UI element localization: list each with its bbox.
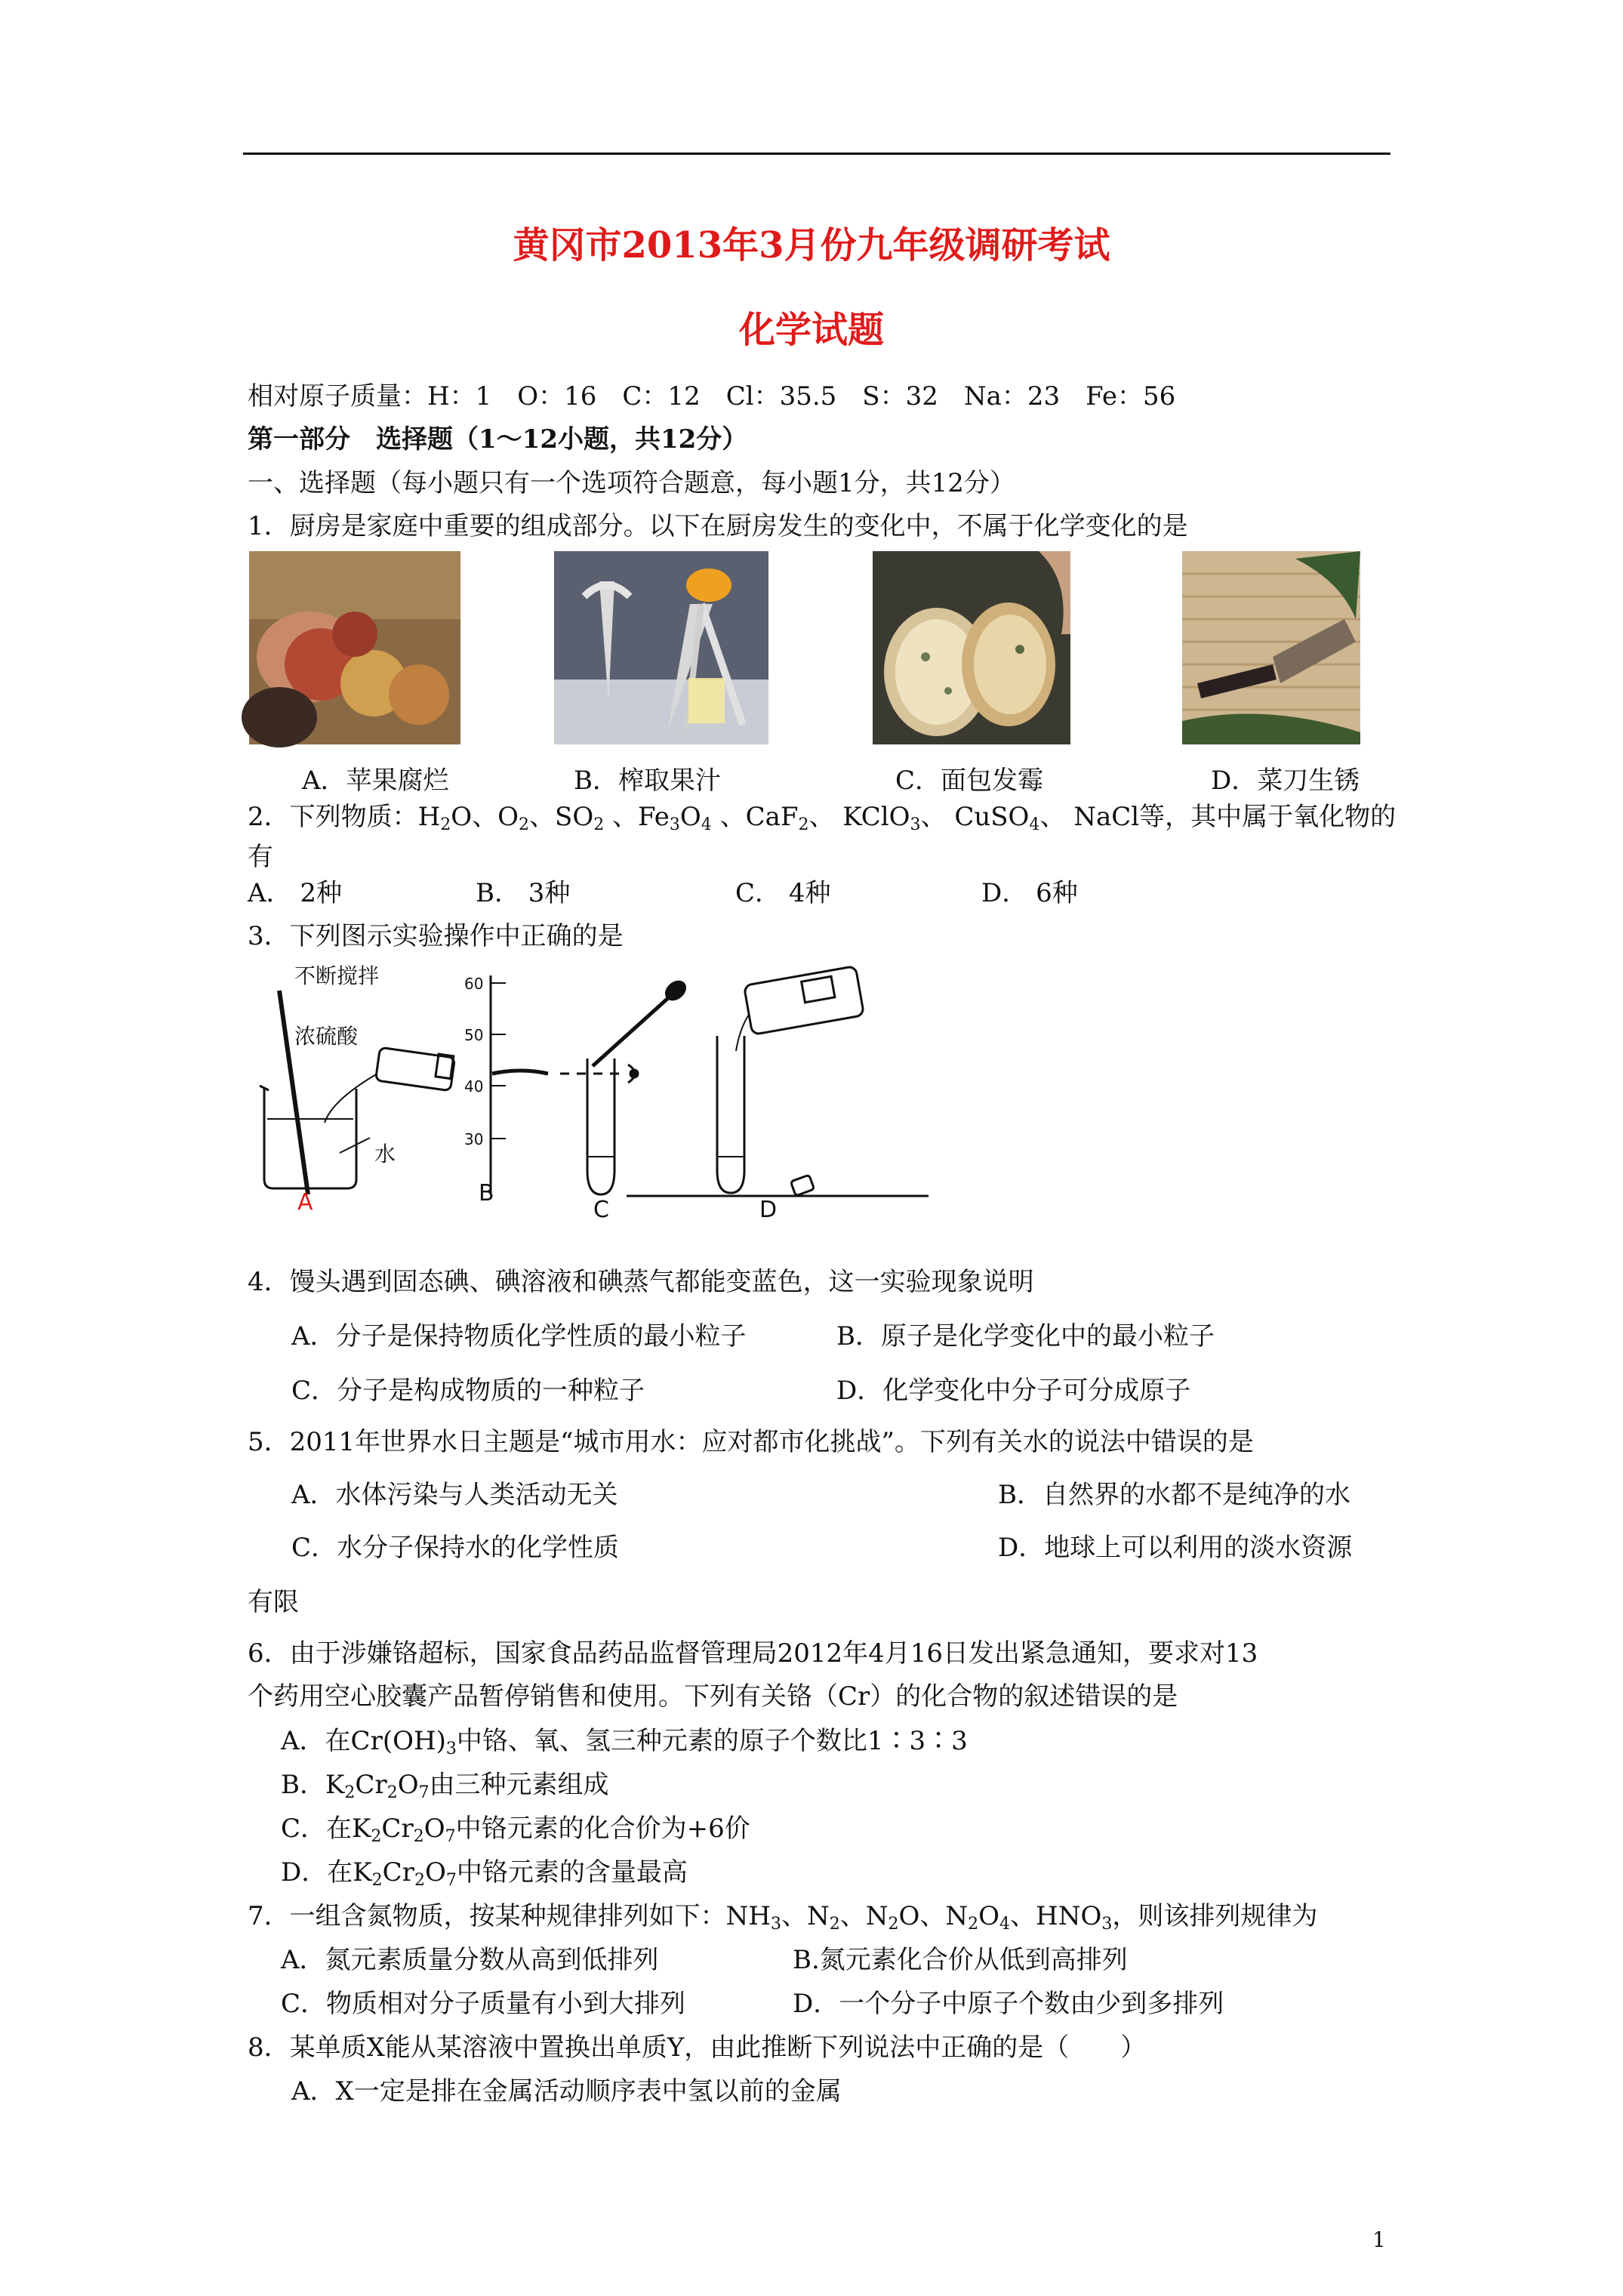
q5-option-d: D．地球上可以利用的淡水资源	[998, 1533, 1353, 1563]
tick-40: 40	[464, 1077, 484, 1096]
atomic-masses: 相对原子质量：H：1 O：16 C：12 Cl：35.5 S：32 Na：23 Fe：56	[248, 381, 1176, 411]
tick-30: 30	[464, 1130, 484, 1148]
q7-stem: 7．一组含氮物质，按某种规律排列如下：$NH_3$、$N_2$、$N_2O$、$N_2O_4$、$HNO_3$，则该排列规律为	[248, 1901, 1318, 1934]
q5-stem: 5．2011年世界水日主题是“城市用水：应对都市化挑战”。下列有关水的说法中错误的是	[248, 1427, 1254, 1457]
q5-option-d-wrap: 有限	[248, 1587, 299, 1617]
dropper	[593, 998, 668, 1066]
q5-option-c: C．水分子保持水的化学性质	[291, 1533, 620, 1563]
q1-option-c: C．面包发霉	[895, 766, 1044, 796]
stirring-rod	[279, 991, 308, 1194]
q7-stem-post: ，则该排列规律为	[1112, 1901, 1318, 1931]
q1-option-d: D．菜刀生锈	[1211, 766, 1360, 796]
q6-option-a-post: 中铬、氧、氢三种元素的原子个数比1∶3∶3	[456, 1726, 968, 1756]
label-acid: 浓硫酸	[294, 1024, 359, 1049]
photo-rusty-knife	[1182, 551, 1360, 744]
fig-label-c: C	[593, 1197, 609, 1223]
photo-moldy-bread	[873, 551, 1070, 744]
q6-stem-line2: 个药用空心胶囊产品暂停销售和使用。下列有关铬（Cr）的化合物的叙述错误的是	[248, 1681, 1178, 1712]
q8-option-a: A．X一定是排在金属活动顺序表中氢以前的金属	[291, 2076, 842, 2106]
header-rule	[243, 153, 1390, 155]
q6-stem-line1: 6．由于涉嫌铬超标，国家食品药品监督管理局2012年4月16日发出紧急通知，要求对13	[248, 1638, 1258, 1669]
q7-option-c: C．物质相对分子质量有小到大排列	[281, 1989, 686, 2019]
q6-option-b-post: 由三种元素组成	[429, 1770, 609, 1800]
q5-option-a: A．水体污染与人类活动无关	[291, 1480, 618, 1510]
section-heading: 一、选择题（每小题只有一个选项符合题意，每小题1分，共12分）	[248, 468, 1015, 498]
q1-option-b: B．榨取果汁	[574, 766, 721, 796]
q2-option-b: B． 3种	[476, 878, 571, 908]
bottle-stopper	[790, 1175, 814, 1196]
q8-stem: 8．某单质X能从某溶液中置换出单质Y，由此推断下列说法中正确的是（ ）	[248, 2032, 1147, 2063]
q2-option-a: A． 2种	[248, 878, 342, 908]
q5-option-b: B．自然界的水都不是纯净的水	[998, 1480, 1350, 1510]
q2-option-c: C． 4种	[735, 878, 831, 908]
q4-option-b: B．原子是化学变化中的最小粒子	[836, 1321, 1215, 1351]
q4-option-d: D．化学变化中分子可分成原子	[836, 1376, 1191, 1406]
page-number: 1	[1372, 2227, 1386, 2252]
tick-50: 50	[464, 1026, 484, 1044]
tick-60: 60	[464, 975, 484, 993]
q1-option-a: A．苹果腐烂	[302, 766, 449, 796]
fig-label-a: A	[297, 1189, 313, 1216]
q2-stem-wrap: 有	[248, 842, 273, 872]
q6-option-b-pre: B．	[281, 1770, 325, 1800]
q4-stem: 4．馒头遇到固态碘、碘溶液和碘蒸气都能变蓝色，这一实验现象说明	[248, 1267, 1034, 1297]
test-tube-c	[587, 1059, 614, 1194]
q6-option-d-post: 中铬元素的含量最高	[456, 1857, 688, 1888]
q6-option-b: B．$K_2Cr_2O_7$由三种元素组成	[281, 1770, 609, 1802]
q7-option-d: D．一个分子中原子个数由少到多排列	[793, 1989, 1224, 2019]
q3-lab-figure	[249, 963, 1155, 1223]
q1-stem: 1．厨房是家庭中重要的组成部分。以下在厨房发生的变化中，不属于化学变化的是	[248, 511, 1188, 541]
fig-label-d: D	[759, 1197, 778, 1223]
beaker-a	[264, 1089, 356, 1188]
fig-label-b: B	[479, 1180, 494, 1207]
q2-stem-intro: 2．下列物质：	[248, 802, 418, 832]
part-heading: 第一部分 选择题（1～12小题，共12分）	[248, 424, 748, 455]
label-stir: 不断搅拌	[294, 963, 380, 988]
q6-option-c: C．在$K_2Cr_2O_7$中铬元素的化合价为+6价	[281, 1814, 750, 1846]
q6-option-c-post: 中铬元素的化合价为+6价	[455, 1814, 750, 1844]
q7-stem-pre: 7．一组含氮物质，按某种规律排列如下：	[248, 1901, 726, 1931]
q6-option-d-pre: D．在	[281, 1857, 353, 1888]
q7-option-b: B.氮元素化合价从低到高排列	[793, 1945, 1128, 1975]
exam-title: 黄冈市2013年3月份九年级调研考试	[513, 224, 1110, 267]
q4-option-a: A．分子是保持物质化学性质的最小粒子	[291, 1321, 747, 1351]
q6-option-d: D．在$K_2Cr_2O_7$中铬元素的含量最高	[281, 1857, 688, 1890]
q3-stem: 3．下列图示实验操作中正确的是	[248, 921, 624, 951]
q7-option-a: A．氮元素质量分数从高到低排列	[281, 1945, 659, 1975]
q2-option-d: D． 6种	[981, 878, 1078, 908]
q4-option-c: C．分子是构成物质的一种粒子	[291, 1376, 645, 1406]
test-tube-d	[717, 1036, 744, 1193]
q2-stem: 2．下列物质：$H_2O$、$O_2$、$SO_2$ 、$Fe_3O_4$ 、CaF$_2$、 KClO$_3$、 CuSO$_4$、 NaCl等，其中属于氧化物的	[248, 802, 1397, 834]
photo-juicer	[554, 551, 768, 744]
exam-subtitle: 化学试题	[738, 309, 884, 351]
q6-option-a-pre: A．在Cr(OH)	[281, 1726, 446, 1756]
photo-rotten-apples	[249, 551, 460, 744]
q6-option-a: A．在$Cr(OH)_3$中铬、氧、氢三种元素的原子个数比1∶3∶3	[281, 1726, 968, 1758]
label-water: 水	[374, 1142, 396, 1166]
q2-stem-end: 等，其中属于氧化物的	[1139, 802, 1397, 832]
q6-option-c-pre: C．在	[281, 1814, 353, 1844]
